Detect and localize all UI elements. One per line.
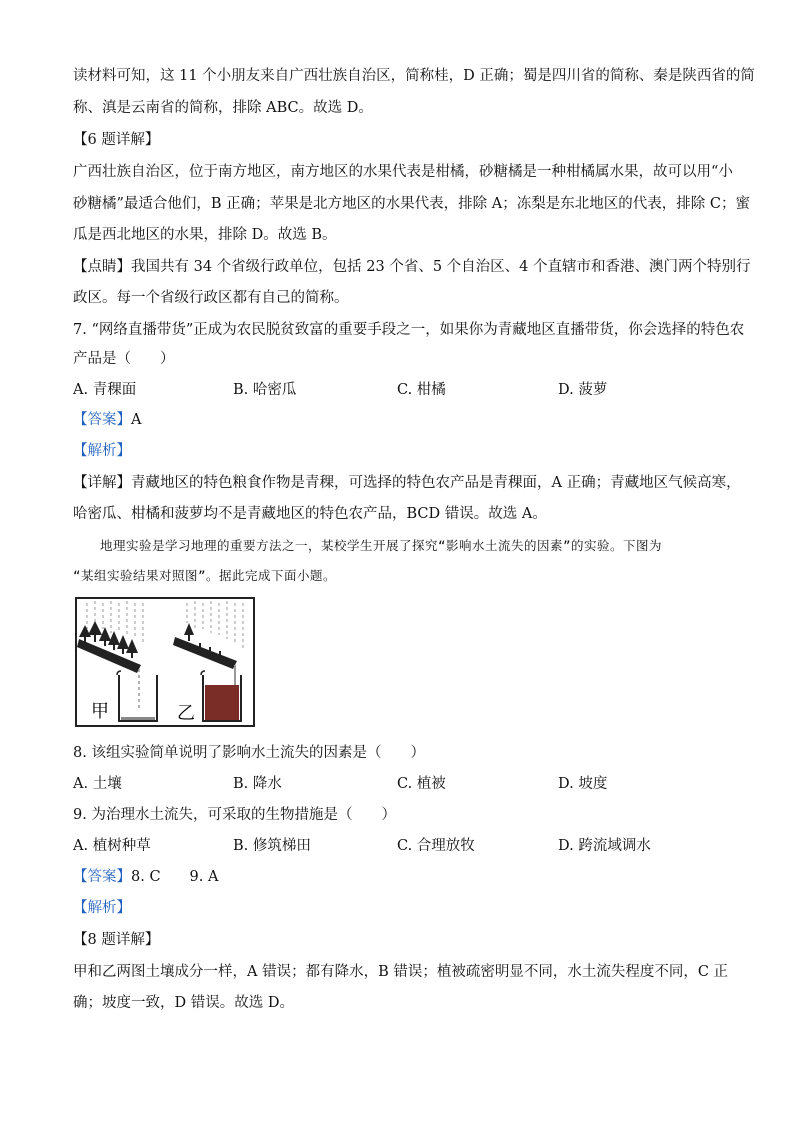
paragraph-line: 砂糖橘”最适合他们，B 正确；苹果是北方地区的水果代表，排除 A；冻梨是东北地区的代表，排除 C；蜜	[73, 196, 750, 212]
answer-value: 8. C 9. A	[131, 869, 219, 885]
question-7-cont: 产品是（ ）	[73, 351, 175, 367]
option-a: A. 植树种草	[73, 838, 151, 854]
intro-line: “某组实验结果对照图”。据此完成下面小题。	[73, 568, 337, 583]
paragraph-line: 广西壮族自治区，位于南方地区，南方地区的水果代表是柑橘，砂糖橘是一种柑橘属水果，故可以用“小	[73, 164, 733, 180]
paragraph-line: 瓜是西北地区的水果，排除 D。故选 B。	[73, 227, 337, 243]
option-c: C. 植被	[397, 776, 446, 792]
paragraph-line: 甲和乙两图土壤成分一样，A 错误；都有降水，B 错误；植被疏密明显不同，水土流失程度不同，C 正	[73, 964, 729, 980]
paragraph-line: 读材料可知，这 11 个小朋友来自广西壮族自治区，简称桂，D 正确；蜀是四川省的简称、秦是陕西省的简	[73, 68, 755, 84]
question-8: 8. 该组实验简单说明了影响水土流失的因素是（ ）	[73, 745, 425, 761]
option-a: A. 土壤	[73, 776, 122, 792]
question-9: 9. 为治理水土流失，可采取的生物措施是（ ）	[73, 807, 396, 823]
label-jia: 甲	[91, 701, 109, 722]
rain-icon	[187, 601, 243, 649]
option-a: A. 青稞面	[73, 382, 137, 398]
detail-paragraph	[73, 473, 741, 493]
beaker-left	[117, 671, 157, 721]
answer-line	[73, 867, 218, 887]
tip-text: 我国共有 34 个省级行政单位，包括 23 个省、5 个自治区、4 个直辖市和香港、澳门两个特别行	[131, 259, 751, 275]
detail-tag: 【详解】	[73, 475, 131, 491]
experiment-figure	[75, 597, 255, 727]
analysis-tag: 【解析】	[73, 900, 131, 916]
answer-line	[73, 410, 141, 430]
option-b: B. 降水	[233, 776, 282, 792]
section-header: 【6 题详解】	[73, 132, 160, 148]
analysis-tag: 【解析】	[73, 443, 131, 459]
option-c: C. 柑橘	[397, 382, 446, 398]
question-7: 7. “网络直播带货”正成为农民脱贫致富的重要手段之一，如果你为青藏地区直播带货，你会选择的特色农	[73, 322, 745, 338]
option-d: D. 菠萝	[558, 382, 608, 398]
slope-left	[77, 621, 141, 711]
paragraph-line: 政区。每一个省级行政区都有自己的简称。	[73, 290, 349, 306]
experiment-illustration	[77, 599, 253, 725]
label-yi: 乙	[177, 703, 195, 724]
answer-value: A	[131, 412, 142, 428]
tip-paragraph	[73, 257, 751, 277]
option-b: B. 修筑梯田	[233, 838, 311, 854]
answer-tag: 【答案】	[73, 412, 131, 428]
tip-tag: 【点睛】	[73, 259, 131, 275]
option-c: C. 合理放牧	[397, 838, 475, 854]
section-header: 【8 题详解】	[73, 932, 160, 948]
intro-line: 地理实验是学习地理的重要方法之一，某校学生开展了探究“影响水土流失的因素”的实验。下图为	[100, 538, 663, 553]
option-b: B. 哈密瓜	[233, 382, 297, 398]
answer-tag: 【答案】	[73, 869, 131, 885]
option-d: D. 跨流域调水	[558, 838, 651, 854]
option-d: D. 坡度	[558, 776, 608, 792]
paragraph-line: 哈密瓜、柑橘和菠萝均不是青藏地区的特色农产品，BCD 错误。故选 A。	[73, 506, 547, 522]
detail-text: 青藏地区的特色粮食作物是青稞，可选择的特色农产品是青稞面，A 正确；青藏地区气候高寒，	[131, 475, 741, 491]
paragraph-line: 称、滇是云南省的简称，排除 ABC。故选 D。	[73, 100, 373, 116]
paragraph-line: 确；坡度一致，D 错误。故选 D。	[73, 995, 294, 1011]
